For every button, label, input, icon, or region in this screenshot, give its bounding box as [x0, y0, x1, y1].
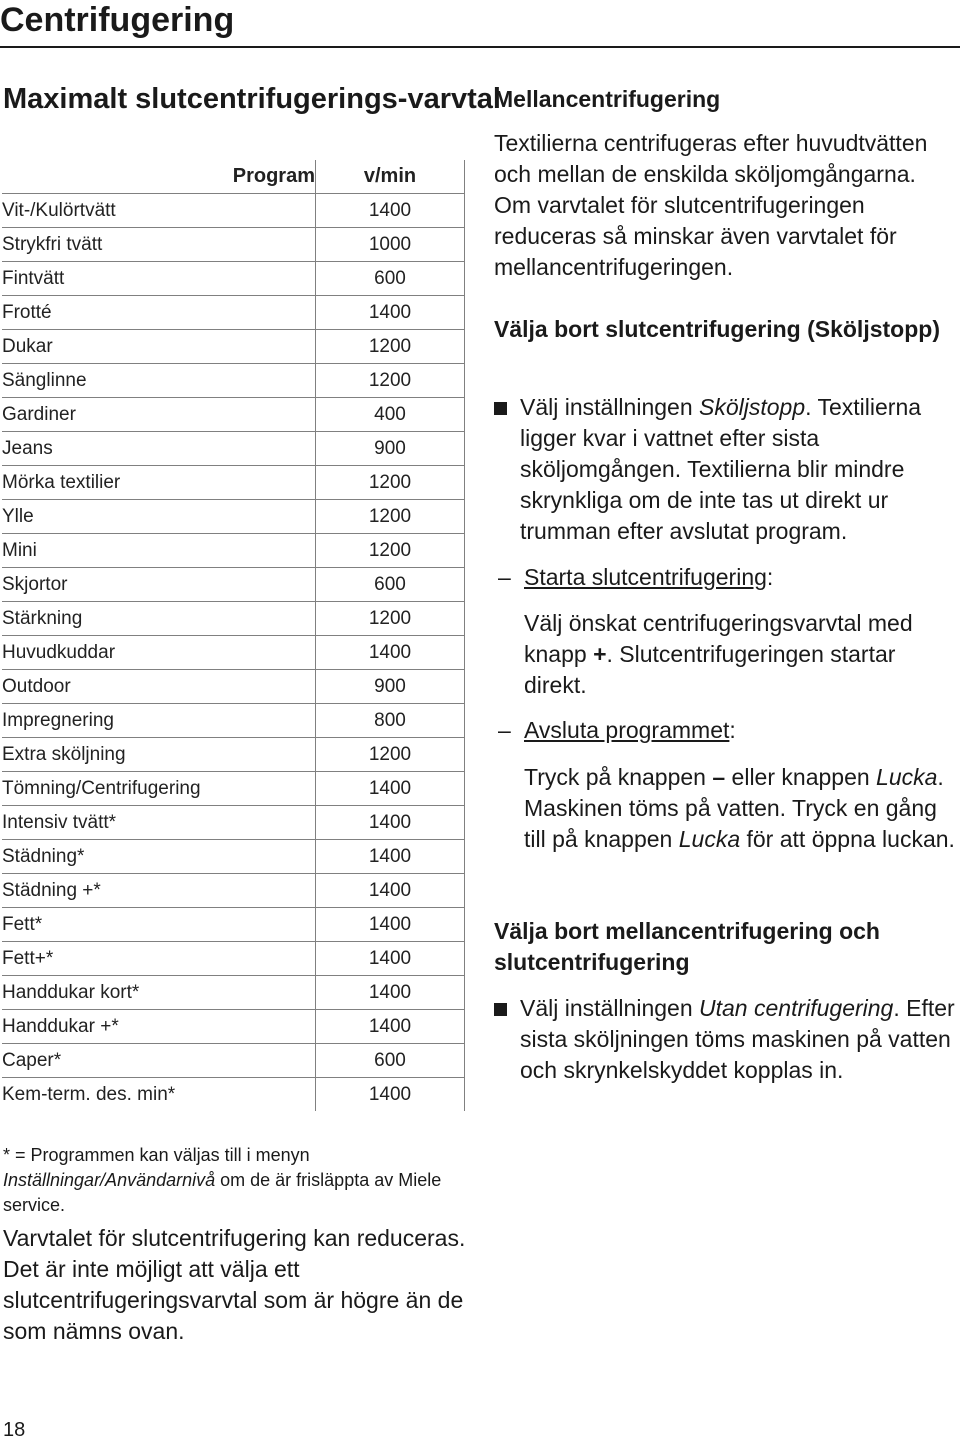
program-name-cell: Städning* [2, 840, 316, 874]
utan-bullet-prefix: Välj inställningen [520, 995, 700, 1021]
program-name-cell: Outdoor [2, 670, 316, 704]
table-row [2, 1044, 465, 1078]
page-title: Centrifugering [0, 1, 235, 39]
table-row [2, 398, 465, 432]
rpm-value-cell: 1400 [316, 296, 465, 330]
table-row [2, 296, 465, 330]
table-row [2, 636, 465, 670]
end-program-text-d: för att öppna luckan. [740, 826, 955, 852]
table-row [2, 364, 465, 398]
program-name-cell: Frotté [2, 296, 316, 330]
program-name-cell: Städning +* [2, 874, 316, 908]
program-name-cell: Vit-/Kulörtvätt [2, 194, 316, 228]
start-spin-text [524, 608, 960, 701]
table-row [2, 602, 465, 636]
end-program-text [524, 762, 960, 855]
start-spin-label: Starta slutcentrifugering: [524, 564, 774, 590]
program-name-cell: Huvudkuddar [2, 636, 316, 670]
title-rule [0, 46, 960, 48]
start-spin-text-a: Välj önskat centrifugeringsvarvtal med knapp [524, 610, 913, 667]
plus-key: + [593, 641, 607, 667]
program-name-cell: Caper* [2, 1044, 316, 1078]
lucka-key-1: Lucka [876, 764, 938, 790]
rpm-value-cell: 600 [316, 568, 465, 602]
program-name-cell: Fett* [2, 908, 316, 942]
table-row [2, 1010, 465, 1044]
program-name-cell: Impregnering [2, 704, 316, 738]
table-row [2, 500, 465, 534]
table-row [2, 1078, 465, 1112]
utan-setting-name: Utan centrifugering [699, 995, 894, 1021]
rpm-value-cell: 1200 [316, 364, 465, 398]
table-row [2, 908, 465, 942]
end-program-label-text: Avsluta programmet [524, 717, 730, 743]
rpm-value-cell: 800 [316, 704, 465, 738]
program-name-cell: Jeans [2, 432, 316, 466]
program-name-cell: Gardiner [2, 398, 316, 432]
end-program-text-a: Tryck på knappen [524, 764, 713, 790]
table-row [2, 194, 465, 228]
rpm-value-cell: 600 [316, 262, 465, 296]
rpm-value-cell: 1200 [316, 602, 465, 636]
table-row [2, 534, 465, 568]
program-name-cell: Intensiv tvätt* [2, 806, 316, 840]
rpm-value-cell: 1400 [316, 194, 465, 228]
program-name-cell: Sänglinne [2, 364, 316, 398]
start-spin-label-text: Starta slutcentrifugering [524, 564, 767, 590]
end-program-label: Avsluta programmet: [524, 717, 736, 743]
skoljstopp-bullet-text [520, 392, 960, 547]
program-name-cell: Extra sköljning [2, 738, 316, 772]
footnote-suffix: om de är frisläppta av Miele service. [3, 1170, 442, 1215]
program-name-cell: Dukar [2, 330, 316, 364]
table-row [2, 806, 465, 840]
rpm-value-cell: 600 [316, 1044, 465, 1078]
table-row [2, 262, 465, 296]
rpm-value-cell: 1400 [316, 772, 465, 806]
program-name-cell: Stärkning [2, 602, 316, 636]
rpm-value-cell: 1400 [316, 840, 465, 874]
utan-bullet-text [520, 993, 960, 1086]
program-name-cell: Mörka textilier [2, 466, 316, 500]
table-row [2, 874, 465, 908]
start-spin-text-b: . Slutcentrifugeringen startar direkt. [524, 641, 896, 698]
rpm-value-cell: 1200 [316, 738, 465, 772]
rpm-value-cell: 1200 [316, 330, 465, 364]
skoljstopp-bullet-prefix: Välj inställningen [520, 394, 700, 420]
max-speed-heading: Maximalt slutcentrifugerings-varvtal [3, 83, 501, 115]
mellan-heading: Mellancentrifugering [494, 86, 721, 112]
footnote-prefix: * = Programmen kan väljas till i menyn [3, 1145, 310, 1165]
program-name-cell: Fintvätt [2, 262, 316, 296]
program-name-cell: Fett+* [2, 942, 316, 976]
program-name-cell: Handdukar +* [2, 1010, 316, 1044]
table-header-row [2, 160, 465, 194]
utan-heading: Välja bort mellancentrifugering och slutcentrifugering [494, 918, 880, 975]
rpm-value-cell: 1400 [316, 874, 465, 908]
rpm-value-cell: 1200 [316, 466, 465, 500]
table-row [2, 738, 465, 772]
program-name-cell: Kem-term. des. min* [2, 1078, 316, 1112]
skoljstopp-setting-name: Sköljstopp [699, 394, 806, 420]
program-name-cell: Strykfri tvätt [2, 228, 316, 262]
rpm-value-cell: 1400 [316, 636, 465, 670]
minus-key: – [712, 764, 726, 790]
program-name-cell: Mini [2, 534, 316, 568]
dash-marker: – [498, 564, 511, 590]
program-name-cell: Tömning/Centrifugering [2, 772, 316, 806]
rpm-value-cell: 900 [316, 670, 465, 704]
rpm-value-cell: 1200 [316, 534, 465, 568]
dash-marker: – [498, 717, 511, 743]
table-row [2, 466, 465, 500]
rpm-column-header: v/min [316, 160, 465, 194]
rpm-value-cell: 1400 [316, 806, 465, 840]
rpm-value-cell: 900 [316, 432, 465, 466]
table-row [2, 330, 465, 364]
speed-reduction-note: Varvtalet för slutcentrifugering kan reduceras. Det är inte möjligt att välja ett slutcentrifugeringsvarvtal som är högre än de som nämns ovan. [3, 1225, 466, 1344]
table-row [2, 976, 465, 1010]
utan-heading-block [494, 916, 956, 978]
rpm-value-cell: 1400 [316, 908, 465, 942]
rpm-value-cell: 1400 [316, 1078, 465, 1112]
lucka-key-2: Lucka [678, 826, 741, 852]
rpm-value-cell: 1400 [316, 942, 465, 976]
footnote-menu-path: Inställningar/Användarnivå [3, 1170, 216, 1190]
rpm-value-cell: 1200 [316, 500, 465, 534]
square-bullet-icon [494, 402, 507, 415]
page-number: 18 [3, 1419, 26, 1441]
table-footnote [3, 1143, 473, 1218]
table-row [2, 840, 465, 874]
spin-speed-table [2, 160, 465, 1111]
end-program-text-c: . Maskinen töms på vatten. Tryck en gång till på knappen [524, 764, 944, 852]
table-row [2, 228, 465, 262]
mellan-section [494, 84, 956, 283]
rpm-value-cell: 1400 [316, 976, 465, 1010]
table-row [2, 670, 465, 704]
program-name-cell: Handdukar kort* [2, 976, 316, 1010]
square-bullet-icon [494, 1003, 507, 1016]
end-program-text-b: eller knappen [725, 764, 877, 790]
rpm-value-cell: 1000 [316, 228, 465, 262]
skoljstopp-heading: Välja bort slutcentrifugering (Sköljstopp) [494, 316, 940, 342]
rpm-value-cell: 400 [316, 398, 465, 432]
rpm-value-cell: 1400 [316, 1010, 465, 1044]
mellan-text: Textilierna centrifugeras efter huvudtvätten och mellan de enskilda sköljomgångarna. Om varvtalet för slutcentrifugeringen reduceras så minskar även varvtalet för mellancentrifugeringen. [494, 130, 928, 280]
table-row [2, 772, 465, 806]
skoljstopp-heading-block [494, 314, 956, 345]
program-name-cell: Skjortor [2, 568, 316, 602]
table-row [2, 704, 465, 738]
skoljstopp-bullet-rest: . Textilierna ligger kvar i vattnet efter sista sköljomgången. Textilierna blir mindre skrynkliga om de inte tas ut direkt ur trumman efter avslutat program. [520, 394, 922, 544]
program-name-cell: Ylle [2, 500, 316, 534]
table-row [2, 432, 465, 466]
table-row [2, 568, 465, 602]
spin-speed-rows [2, 194, 465, 1112]
program-column-header: Program [2, 160, 316, 194]
table-row [2, 942, 465, 976]
utan-bullet-rest: . Efter sista sköljningen töms maskinen på vatten och skrynkelskyddet kopplas in. [520, 995, 955, 1083]
